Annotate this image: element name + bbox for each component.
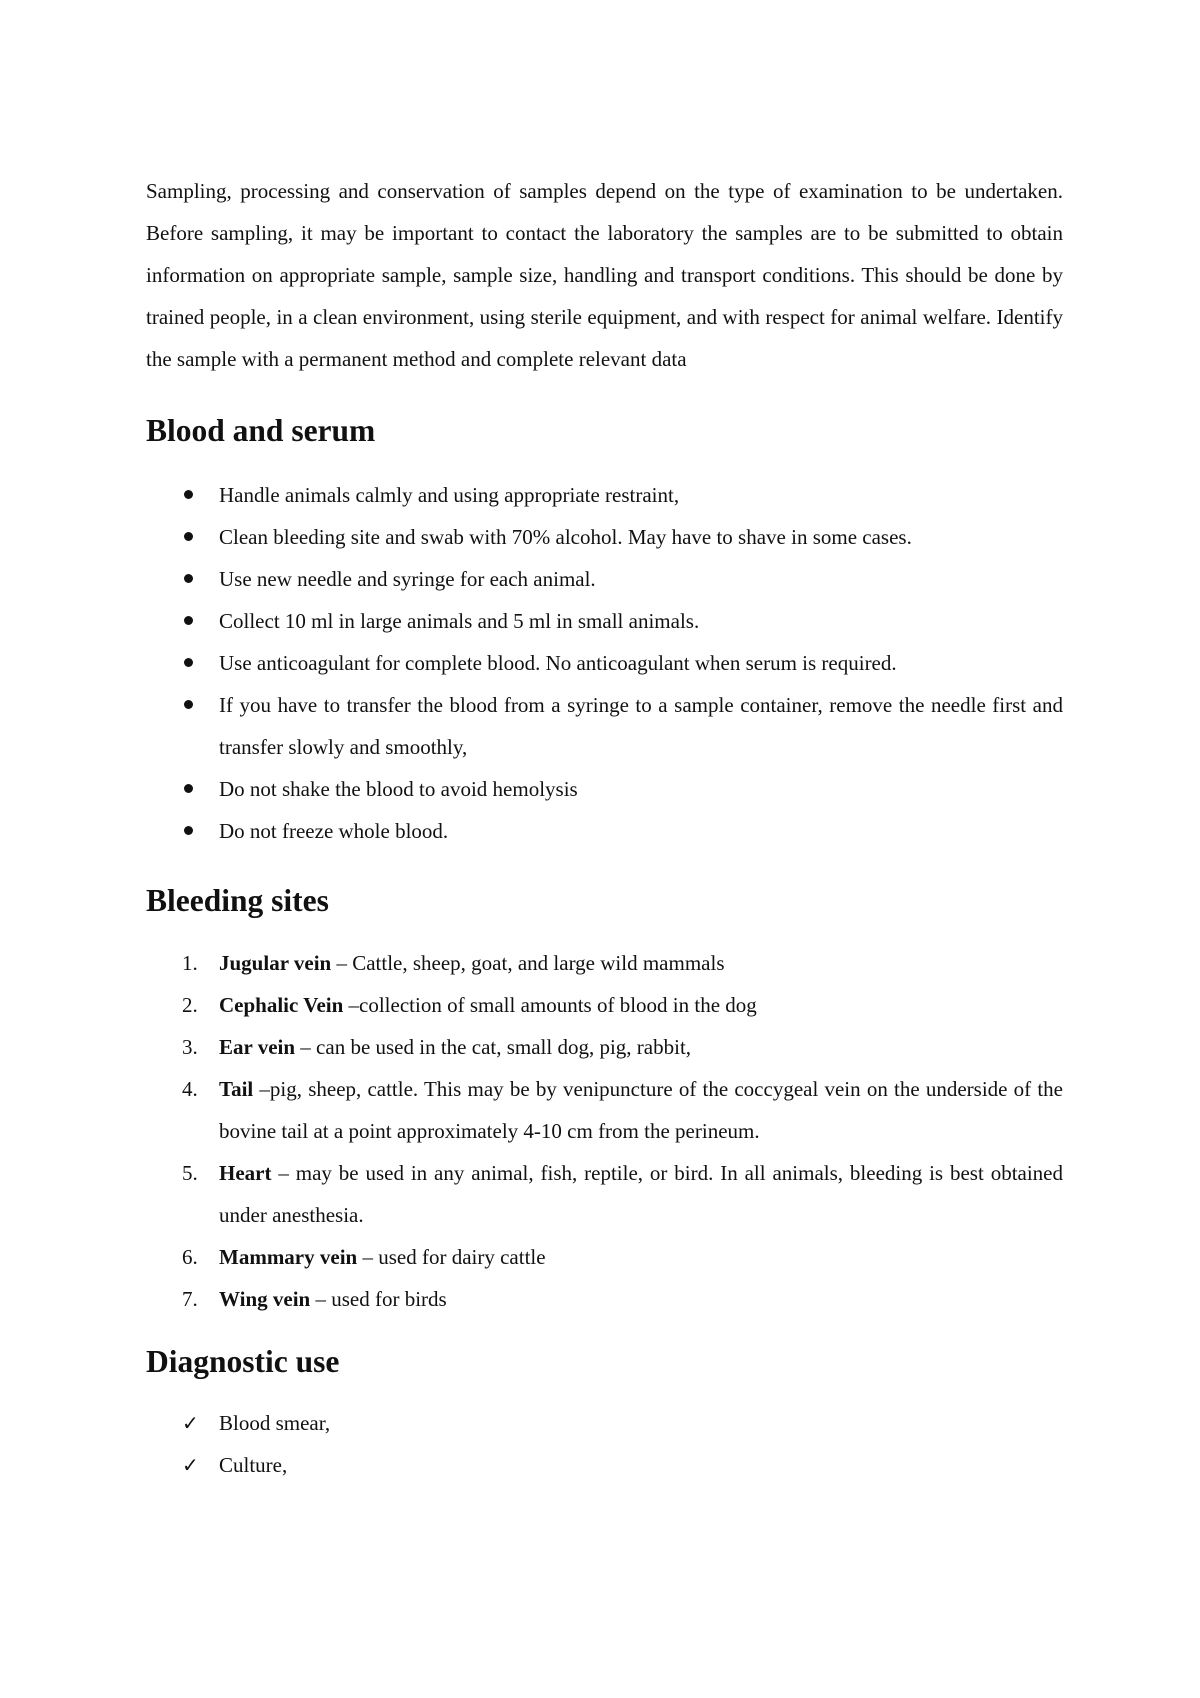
list-item-text: Use anticoagulant for complete blood. No anticoagulant when serum is required. (219, 651, 897, 675)
list-item (146, 1278, 1063, 1320)
list-item (146, 810, 1063, 852)
site-description: – may be used in any animal, fish, reptile, or bird. In all animals, bleeding is best obtained under anesthesia. (219, 1161, 1063, 1227)
list-item (146, 768, 1063, 810)
list-number: 4. (182, 1077, 198, 1101)
list-item (146, 474, 1063, 516)
list-item-text: Blood smear, (219, 1411, 331, 1435)
bullet-icon (184, 700, 193, 709)
checkmark-icon: ✓ (182, 1453, 199, 1477)
list-number: 2. (182, 993, 198, 1017)
site-term: Wing vein (219, 1287, 311, 1311)
site-term: Jugular vein (219, 951, 332, 975)
list-item (146, 684, 1063, 768)
bullet-icon (184, 616, 193, 625)
list-item-text: Use new needle and syringe for each animal. (219, 567, 596, 591)
list-item (146, 600, 1063, 642)
bullet-icon (184, 658, 193, 667)
site-term: Mammary vein (219, 1245, 358, 1269)
list-item (146, 984, 1063, 1026)
list-item-text: Culture, (219, 1453, 288, 1477)
intro-paragraph: Sampling, processing and conservation of samples depend on the type of examination to be undertaken. Before sampling, it may be important to contact the laboratory the samples are to be submitted to obtain information on appropriate sample, sample size, handling and transport conditions. This should be done by trained people, in a clean environment, using sterile equipment, and with respect for animal welfare. Identify the sample with a permanent method and complete relevant data (146, 179, 1063, 371)
list-item-text: If you have to transfer the blood from a syringe to a sample container, remove the needle first and transfer slowly and smoothly, (219, 693, 1063, 759)
list-number: 5. (182, 1161, 198, 1185)
blood-serum-list (146, 474, 1063, 852)
list-item (146, 1026, 1063, 1068)
site-description: – Cattle, sheep, goat, and large wild mammals (331, 951, 725, 975)
site-term: Heart (219, 1161, 272, 1185)
site-description: –pig, sheep, cattle. This may be by venipuncture of the coccygeal vein on the underside of the bovine tail at a point approximately 4-10 cm from the perineum. (219, 1077, 1063, 1143)
site-description: –collection of small amounts of blood in the dog (343, 993, 757, 1017)
site-term: Ear vein (219, 1035, 296, 1059)
blood-serum-heading: Blood and serum (146, 413, 376, 448)
diagnostic-use-heading: Diagnostic use (146, 1344, 340, 1379)
list-item (146, 1152, 1063, 1236)
list-item-text: Handle animals calmly and using appropriate restraint, (219, 483, 680, 507)
list-number: 1. (182, 951, 198, 975)
bleeding-sites-heading: Bleeding sites (146, 883, 329, 918)
bullet-icon (184, 532, 193, 541)
bleeding-sites-list (146, 942, 1063, 1320)
list-item (146, 1444, 1063, 1486)
list-item (146, 1236, 1063, 1278)
list-item (146, 1068, 1063, 1152)
document-body (146, 170, 1063, 1486)
list-item-text: Clean bleeding site and swab with 70% alcohol. May have to shave in some cases. (219, 525, 912, 549)
list-item (146, 642, 1063, 684)
list-number: 7. (182, 1287, 198, 1311)
list-item (146, 516, 1063, 558)
bullet-icon (184, 574, 193, 583)
site-description: – can be used in the cat, small dog, pig, rabbit, (295, 1035, 692, 1059)
bullet-icon (184, 490, 193, 499)
checkmark-icon: ✓ (182, 1411, 199, 1435)
diagnostic-use-list (146, 1402, 1063, 1486)
bullet-icon (184, 784, 193, 793)
list-number: 3. (182, 1035, 198, 1059)
bullet-icon (184, 826, 193, 835)
list-item (146, 1402, 1063, 1444)
site-description: – used for dairy cattle (357, 1245, 546, 1269)
site-term: Tail (219, 1077, 254, 1101)
list-item-text: Collect 10 ml in large animals and 5 ml in small animals. (219, 609, 700, 633)
list-item-text: Do not freeze whole blood. (219, 819, 449, 843)
list-item (146, 558, 1063, 600)
list-item-text: Do not shake the blood to avoid hemolysis (219, 777, 578, 801)
list-item (146, 942, 1063, 984)
site-term: Cephalic Vein (219, 993, 344, 1017)
site-description: – used for birds (310, 1287, 447, 1311)
list-number: 6. (182, 1245, 198, 1269)
